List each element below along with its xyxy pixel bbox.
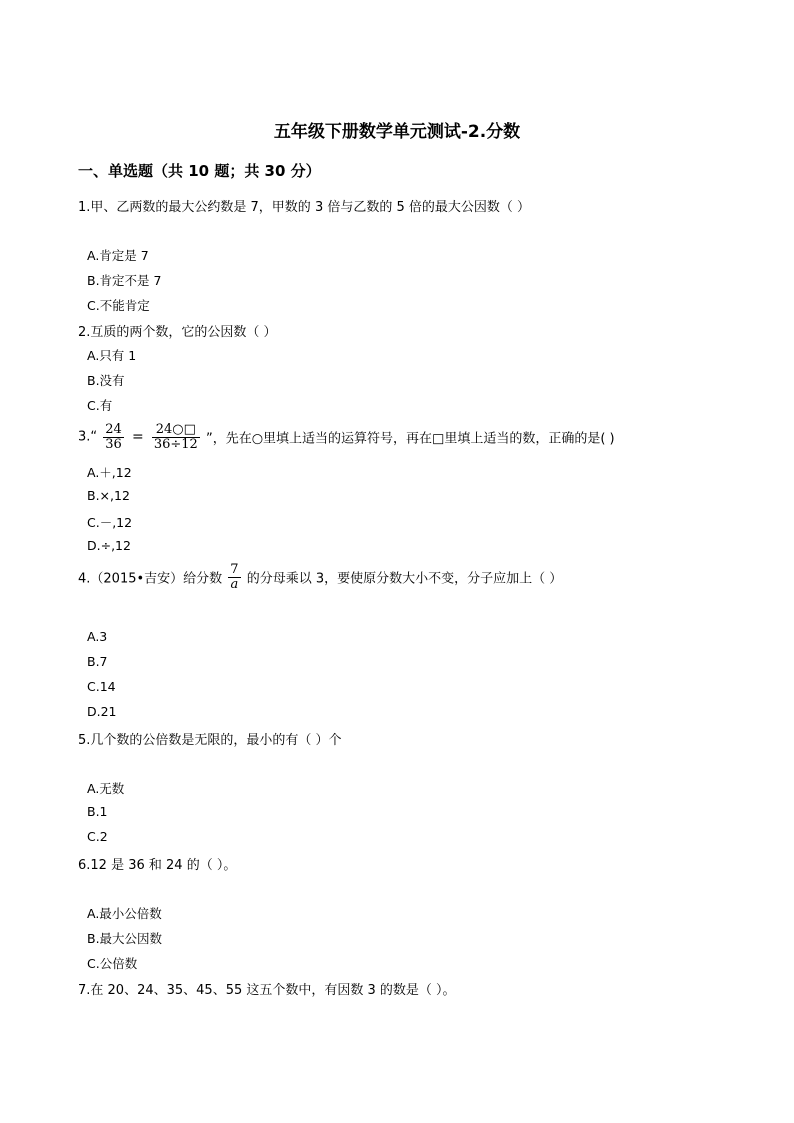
question-3-option-d[interactable]: D.÷,12 [87,538,131,553]
fraction-denominator: a [230,576,239,592]
question-6-option-c[interactable]: C.公倍数 [87,956,138,971]
question-2-option-a[interactable]: A.只有 1 [87,348,137,363]
question-2-option-c[interactable]: C.有 [87,398,113,413]
question-5: 5.几个数的公倍数是无限的，最小的有（ ）个 [78,733,342,748]
question-3-suffix: ”，先在○里填上适当的运算符号，再在□里填上适当的数，正确的是( ) [205,431,615,447]
question-5-option-b[interactable]: B.1 [87,804,108,819]
equals-sign: = [131,429,144,446]
question-6: 6.12 是 36 和 24 的（ ）。 [78,858,237,873]
fraction-denominator: 36÷12 [153,436,198,452]
fraction-numerator: 24○□ [152,423,200,438]
question-7: 7.在 20、24、35、45、55 这五个数中，有因数 3 的数是（ ）。 [78,983,456,998]
question-1: 1.甲、乙两数的最大公约数是 7，甲数的 3 倍与乙数的 5 倍的最大公因数（ ） [78,200,531,215]
question-4-fraction [228,563,240,591]
question-4-suffix: 的分母乘以 3，要使原分数大小不变，分子应加上（ ） [246,571,563,587]
question-3-prefix: 3.“ [78,429,98,445]
question-1-option-a[interactable]: A.肯定是 7 [87,248,149,263]
question-4-option-b[interactable]: B.7 [87,654,108,669]
question-4-option-c[interactable]: C.14 [87,679,116,694]
fraction-denominator: 36 [105,436,122,452]
question-3-option-a[interactable]: A.＋,12 [87,465,132,480]
document-title: 五年级下册数学单元测试-2.分数 [273,122,521,142]
question-3-option-b[interactable]: B.×,12 [87,488,130,503]
question-1-option-c[interactable]: C.不能肯定 [87,298,150,313]
question-4-option-a[interactable]: A.3 [87,629,108,644]
question-4 [78,563,562,591]
question-3-fraction-right [152,423,200,451]
question-6-option-a[interactable]: A.最小公倍数 [87,906,162,921]
question-3-option-c[interactable]: C.－,12 [87,515,133,530]
question-4-prefix: 4.（2015•吉安）给分数 [78,571,223,587]
question-3-fraction-left [103,423,124,451]
question-2: 2.互质的两个数，它的公因数（ ） [78,325,277,340]
question-2-option-b[interactable]: B.没有 [87,373,125,388]
question-1-option-b[interactable]: B.肯定不是 7 [87,273,162,288]
question-6-option-b[interactable]: B.最大公因数 [87,931,163,946]
question-3 [78,423,615,451]
question-4-option-d[interactable]: D.21 [87,704,117,719]
question-5-option-a[interactable]: A.无数 [87,781,125,796]
fraction-numerator: 24 [105,422,122,437]
question-5-option-c[interactable]: C.2 [87,829,108,844]
fraction-numerator: 7 [230,562,239,577]
section-heading: 一、单选题（共 10 题；共 30 分） [78,162,321,180]
